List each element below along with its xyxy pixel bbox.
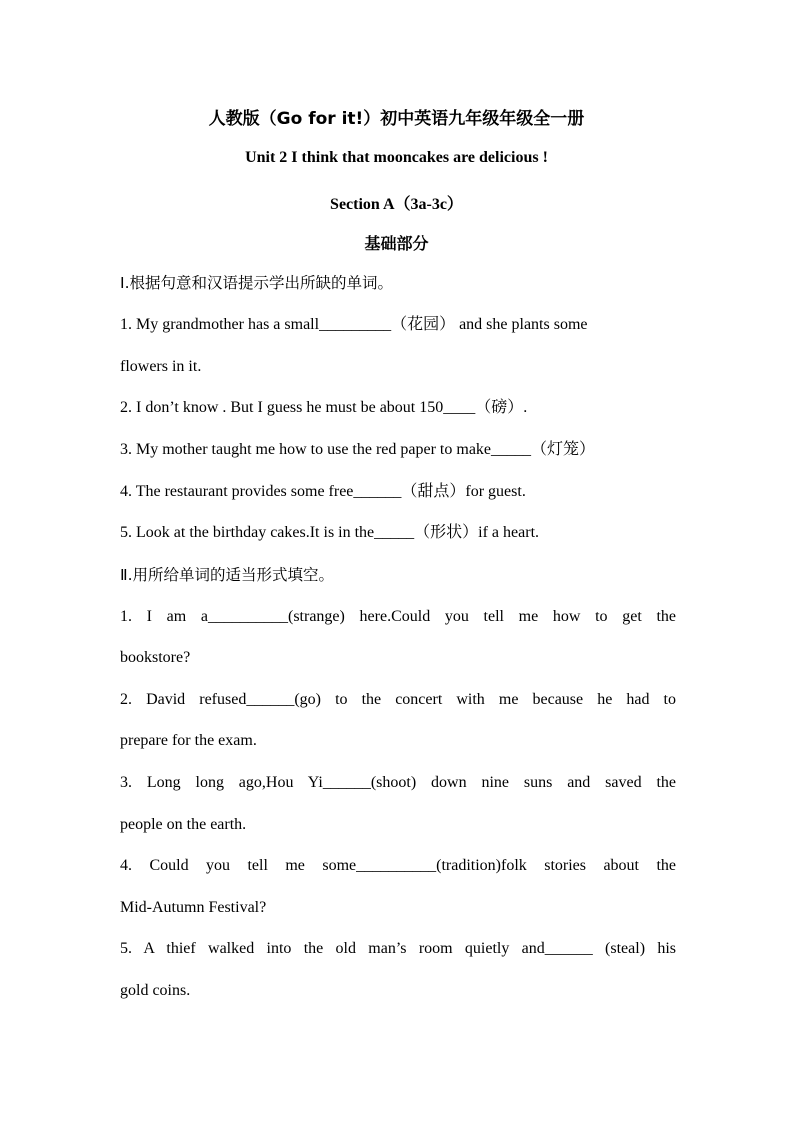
part1-question-1-cont: flowers in it. (120, 358, 202, 375)
section-title: Section A（3a-3c） (330, 196, 463, 213)
part2-question-5-cont: gold coins. (120, 982, 191, 999)
part2-heading: Ⅱ.用所给单词的适当形式填空。 (120, 566, 335, 584)
part-title: 基础部分 (364, 234, 429, 253)
part2-question-2: 2. David refused______(go) to the concert with me because he had to (120, 691, 676, 708)
part1-question-1: 1. My grandmother has a small_________（花园） and she plants some (120, 316, 588, 333)
part2-question-4-cont: Mid-Autumn Festival? (120, 899, 267, 916)
part1-heading: Ⅰ.根据句意和汉语提示学出所缺的单词。 (120, 274, 393, 292)
part2-question-3-cont: people on the earth. (120, 816, 247, 833)
part1-question-2: 2. I don’t know . But I guess he must be about 150____（磅）. (120, 399, 528, 416)
part1-question-5: 5. Look at the birthday cakes.It is in the_____（形状）if a heart. (120, 524, 540, 541)
unit-title: Unit 2 I think that mooncakes are delicious ! (245, 149, 548, 166)
part2-question-5: 5. A thief walked into the old man’s room quietly and______ (steal) his (120, 940, 676, 957)
part2-question-3: 3. Long long ago,Hou Yi______(shoot) down nine suns and saved the (120, 774, 676, 791)
document-title: 人教版（Go for it!）初中英语九年级年级全一册 (208, 109, 585, 129)
part1-question-4: 4. The restaurant provides some free______（甜点）for guest. (120, 483, 526, 500)
part2-question-1-cont: bookstore? (120, 649, 191, 666)
part1-question-3: 3. My mother taught me how to use the red paper to make_____（灯笼） (120, 441, 596, 458)
part2-question-1: 1. I am a__________(strange) here.Could you tell me how to get the (120, 608, 676, 625)
part2-question-4: 4. Could you tell me some__________(tradition)folk stories about the (120, 857, 676, 874)
part2-question-2-cont: prepare for the exam. (120, 732, 257, 749)
